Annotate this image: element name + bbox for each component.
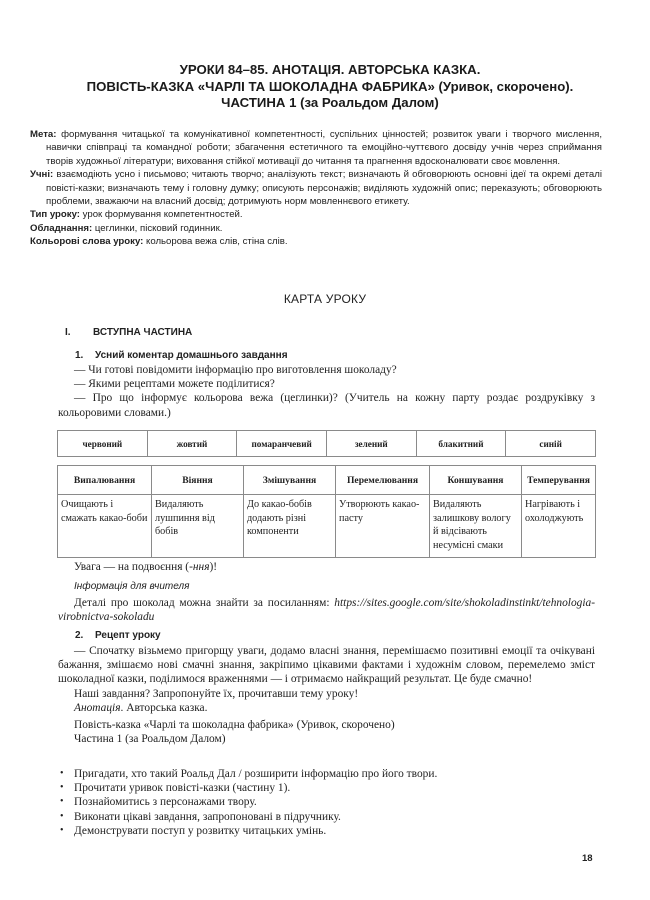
title-line-1: УРОКИ 84–85. АНОТАЦІЯ. АВТОРСЬКА КАЗКА. (179, 62, 481, 77)
attention-note (58, 560, 595, 574)
steps-header-row (58, 466, 596, 495)
annotation-text: . Авторська казка. (120, 701, 208, 714)
details-link[interactable]: https://sites.google.com/site/shokoladinstinkt/tehnologia-virobnictva-sokoladu (58, 597, 595, 624)
attention-suffix: -ння (189, 561, 210, 573)
lesson-title (60, 62, 600, 112)
title-line-3: ЧАСТИНА 1 (за Роальдом Далом) (221, 95, 439, 110)
color-words-label: Кольорові слова уроку: (30, 236, 144, 248)
details-text: Деталі про шоколад можна знайти за посиланням: (74, 597, 335, 610)
color-cell-orange: помаранчевий (237, 431, 327, 457)
attention-text: Увага — на подвоєння ( (74, 561, 190, 573)
lesson-type (30, 208, 602, 221)
question-3: — Про що інформує кольорова вежа (цеглинки)? (Учитель на кожну парту роздає роздруківку з кольоровими словами.) (58, 392, 595, 419)
question-2: — Якими рецептами можете поділитися? (74, 378, 275, 391)
question-1: — Чи готові повідомити інформацію про виготовлення шоколаду? (74, 364, 397, 376)
students-paragraph (30, 168, 602, 208)
goal-text: формування читацької та комунікативної компетентності, суспільних цінностей; розвиток уваги і творчого мислення, навички співпраці та командної роботи; збагачення естетичного та емоційно-чуттєвого досвіду учнів через сприймання творів художньої літератури; виховання стійкої мотивації до читання та прагнення вдосконалювати своє мовлення. (46, 129, 602, 167)
task-item: • Познайомитись з персонажами твору. (58, 795, 437, 809)
color-words-text: кольорова вежа слів, стіна слів. (143, 236, 288, 248)
subsection-heading-1 (75, 350, 288, 361)
subsection-heading-2 (75, 630, 161, 641)
attention-line (58, 560, 595, 574)
task-item: • Демонструвати поступ у розвитку читацьких умінь. (58, 824, 437, 838)
step-header: Коншування (430, 466, 522, 495)
steps-description-row (58, 495, 596, 558)
equipment (30, 222, 602, 235)
attention-end: )! (209, 561, 218, 573)
step-header: Перемелювання (336, 466, 430, 495)
teacher-info-label: Інформація для вчителя (74, 581, 190, 592)
section-title: ВСТУПНА ЧАСТИНА (93, 327, 193, 338)
color-row (58, 431, 596, 457)
lesson-type-text: урок формування компетентностей. (80, 209, 243, 221)
step-cell: Видаляють лушпиння від бобів (152, 495, 244, 558)
color-cell-red: червоний (58, 431, 148, 457)
lesson-meta (30, 128, 602, 249)
title-line-2-rest: (Уривок, скорочено). (434, 78, 574, 94)
homework-questions (58, 363, 595, 420)
goal-label: Мета: (30, 129, 57, 140)
lesson-type-label: Тип уроку: (30, 209, 80, 221)
step-header: Темперування (522, 466, 596, 495)
title-line-2-bold: ПОВІСТЬ-КАЗКА «ЧАРЛІ ТА ШОКОЛАДНА ФАБРИКА» (86, 78, 435, 94)
story-part: Частина 1 (за Роальдом Далом) (74, 733, 226, 746)
color-tower-table (57, 430, 596, 457)
annotation-line (58, 701, 595, 715)
step-cell: Нагрівають і охолоджують (522, 495, 596, 558)
chocolate-steps-table (57, 465, 596, 558)
section-number: I. (65, 327, 71, 338)
goal-paragraph (30, 128, 602, 168)
teacher-info (58, 580, 595, 625)
color-cell-light-blue: блакитний (416, 431, 506, 457)
subsection-title: Усний коментар домашнього завдання (95, 350, 288, 361)
step-cell: Видаляють залишкову вологу й відсівають несумісні смаки (430, 495, 522, 558)
page-number: 18 (582, 853, 593, 864)
lesson-recipe (58, 644, 595, 746)
students-text: взаємодіють усно і письмово; читають творчо; аналізують текст; визначають й обговорюють основні ідеї та окремі деталі повісті-казки; визначають тему і головну думку; описують персонажів; виділяють художній опис; переказують; обговорюють проблеми, зважаючи на власний досвід; дотримують норм мовленнєвого етикету. (46, 169, 602, 208)
color-words (30, 235, 602, 248)
tasks-question: Наші завдання? Запропонуйте їх, прочитавши тему уроку! (74, 687, 359, 700)
step-header: Випалювання (58, 466, 152, 495)
step-header: Віяння (152, 466, 244, 495)
color-cell-yellow: жовтий (147, 431, 237, 457)
lesson-map-heading: КАРТА УРОКУ (283, 292, 367, 306)
task-item: • Пригадати, хто такий Роальд Дал / розширити інформацію про його твори. (58, 767, 437, 781)
section-heading-1 (65, 327, 192, 338)
step-header: Змішування (244, 466, 336, 495)
color-cell-green: зелений (326, 431, 416, 457)
subsection-number: 2. (75, 630, 84, 641)
step-cell: Утворюють какао-пасту (336, 495, 430, 558)
equipment-text: цеглинки, пісковий годинник. (92, 222, 223, 234)
lesson-tasks-list (58, 767, 437, 838)
step-cell: До какао-бобів додають різні компоненти (244, 495, 336, 558)
equipment-label: Обладнання: (30, 222, 93, 234)
recipe-text: — Спочатку візьмемо пригорщу уваги, додамо власні знання, перемішаємо позитивні емоції та очікувані бажання, змішаємо нові смачні знання, закріпимо цікавими фактами і художнім словом, перемелемо зміст шоколадної казки, поділимося враженнями — і отримаємо найкращий результат. Це буде смачно! (58, 645, 595, 686)
annotation-label: Анотація (74, 701, 121, 714)
story-title: Повість-казка «Чарлі та шоколадна фабрика» (Уривок, скорочено) (74, 719, 395, 732)
subsection-title: Рецепт уроку (95, 630, 161, 641)
students-label: Учні: (30, 169, 54, 181)
color-cell-blue: синій (506, 431, 596, 457)
step-cell: Очищають і смажать какао-боби (58, 495, 152, 558)
title-line-2 (60, 79, 600, 96)
task-item: • Виконати цікаві завдання, запропоновані в підручнику. (58, 810, 437, 824)
task-item: • Прочитати уривок повісті-казки (частину 1). (58, 781, 437, 795)
details-paragraph (58, 596, 595, 624)
subsection-number: 1. (75, 350, 84, 361)
